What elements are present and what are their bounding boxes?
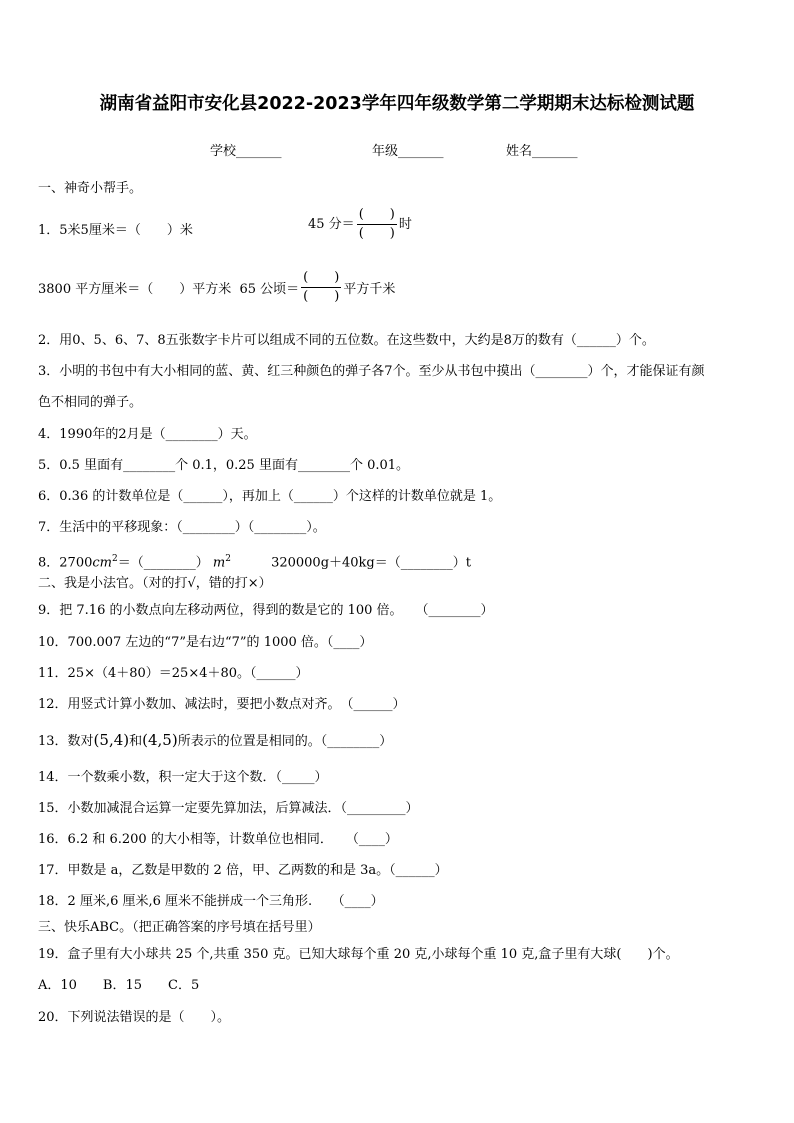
question-4: 4．1990年的2月是（________）天。 [38, 427, 257, 442]
grade-field: 年级_______ [372, 144, 444, 159]
question-20: 20．下列说法错误的是（ ）。 [38, 1010, 231, 1025]
question-14: 14．一个数乘小数，积一定大于这个数．（_____） [38, 770, 328, 785]
fraction-numerator: ( ) [357, 207, 397, 225]
question-8 [38, 550, 471, 572]
unit-m: m [212, 555, 226, 571]
question-13-suffix: 所表示的位置是相同的。（________） [177, 734, 393, 749]
question-13-prefix: 13．数对 [38, 734, 94, 749]
question-2: 2．用0、5、6、7、8五张数字卡片可以组成不同的五位数。在这些数中，大约是8万的数有（______）个。 [38, 333, 655, 348]
fraction-denominator: ( ) [358, 226, 395, 241]
question-17: 17．甲数是 a，乙数是甲数的 2 倍，甲、乙两数的和是 3a。（______） [38, 863, 448, 878]
fraction-numerator: ( ) [301, 270, 341, 288]
question-10: 10．700.007 左边的“7”是右边“7”的 1000 倍。（____） [38, 635, 373, 650]
question-19: 19．盒子里有大小球共 25 个,共重 350 克。已知大球每个重 20 克,小球每个重 10 克,盒子里有大球( )个。 [38, 947, 679, 962]
question-8a-blank: ＝（________） [117, 555, 209, 571]
fraction [357, 207, 397, 242]
section-2-heading: 二、我是小法官。（对的打√，错的打×） [38, 576, 272, 591]
question-1d-suffix: 平方千米 [343, 282, 396, 297]
fraction [301, 270, 341, 305]
question-1c-text: 3800 平方厘米＝（ ）平方米 [38, 282, 232, 297]
question-7: 7．生活中的平移现象：（________）（________）。 [38, 520, 326, 535]
name-field: 姓名_______ [506, 144, 578, 159]
question-6: 6．0.36 的计数单位是（______），再加上（______）个这样的计数单位就是 1。 [38, 489, 502, 504]
coordinate-pair: (5,4) [93, 731, 130, 749]
question-1b-prefix: 45 分＝ [308, 217, 355, 232]
question-8b: 320000g＋40kg＝（________）t [271, 555, 471, 571]
question-8a-value: 8．2700 [38, 555, 93, 571]
question-13 [38, 731, 392, 751]
question-1b [308, 207, 412, 242]
section-3-heading: 三、快乐ABC。（把正确答案的序号填在括号里） [38, 920, 321, 935]
school-field: 学校_______ [210, 144, 282, 159]
coordinate-pair: (4,5) [142, 731, 178, 749]
fraction-denominator: ( ) [303, 289, 340, 304]
question-9: 9．把 7.16 的小数点向左移动两位，得到的数是它的 100 倍。 （________） [38, 603, 494, 618]
question-15: 15．小数加减混合运算一定要先算加法，后算减法．（_________） [38, 801, 419, 816]
question-19-options: A．10 B．15 C．5 [38, 978, 200, 993]
question-3: 3．小明的书包中有大小相同的蓝、黄、红三种颜色的弹子各7个。至少从书包中摸出（________）个，才能保证有颜 [38, 364, 705, 379]
question-1d-prefix: 65 公顷＝ [239, 282, 300, 297]
question-1a: 1．5米5厘米＝（ ）米 [38, 223, 193, 238]
question-16: 16．6.2 和 6.200 的大小相等，计数单位也相同． （____） [38, 832, 398, 847]
unit-exponent: 2 [111, 554, 118, 564]
question-12: 12．用竖式计算小数加、减法时，要把小数点对齐。 （______） [38, 697, 406, 712]
page-title: 湖南省益阳市安化县2022-2023学年四年级数学第二学期期末达标检测试题 [99, 94, 695, 114]
question-3-continued: 色不相同的弹子。 [38, 395, 143, 410]
question-1b-suffix: 时 [398, 217, 412, 232]
question-18: 18．2 厘米,6 厘米,6 厘米不能拼成一个三角形. （____） [38, 894, 384, 909]
unit-exponent: 2 [225, 554, 231, 564]
question-5: 5．0.5 里面有________个 0.1，0.25 里面有________个 0.01。 [38, 458, 410, 473]
section-1-heading: 一、神奇小帮手。 [38, 181, 143, 196]
unit-cm: cm [92, 555, 112, 571]
question-13-and: 和 [129, 734, 143, 749]
question-1c [38, 270, 395, 305]
question-11: 11．25×（4＋80）＝25×4＋80。（______） [38, 666, 309, 681]
